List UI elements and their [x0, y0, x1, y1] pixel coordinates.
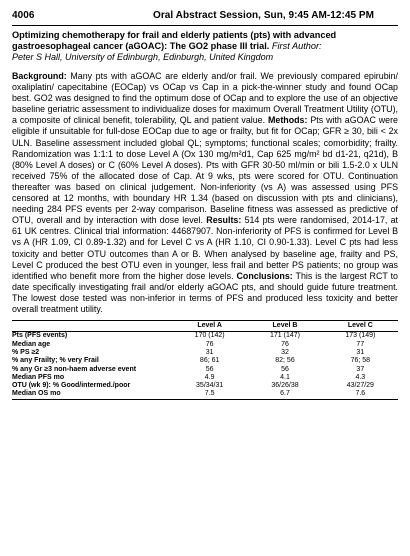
table-cell: 173 (149) [345, 332, 376, 340]
table-col-header: Level C [323, 321, 398, 332]
table-row-label: Median OS mo [12, 390, 172, 399]
abstract-number: 4006 [12, 10, 35, 21]
background-heading: Background: [12, 71, 67, 81]
table-col-header: Level B [247, 321, 322, 332]
table-row [12, 390, 398, 399]
table-cell: 7.5 [172, 390, 247, 399]
table-cell: 32 [281, 348, 289, 356]
conclusions-heading: Conclusions: [236, 270, 293, 281]
table-cell: 82; 56 [275, 357, 295, 365]
table-row [12, 349, 398, 357]
table-cell: 7.6 [323, 390, 398, 399]
table-header-row [12, 321, 398, 332]
table-cell: 31 [205, 348, 214, 356]
table-row [12, 332, 398, 341]
table-cell: 6.7 [247, 390, 322, 399]
table-cell: 37 [356, 365, 365, 373]
methods-text: Pts with aGOAC were eligible if unsuitable for full-dose EOCap due to age or frailty, but fit for OCap; GFR ≥ 30, bili < 2x ULN. Baseline assessment included global QL; symptoms; functional scales; comorbidity; frailty. Randomization was 1:1:1 to dose Level A (Ox 130 mg/m²d1, Cap 625 mg/m² bd d1-21, q21d), B (80% Level A doses) or C (60% Level A doses). Pts with GFR 30-50 ml/min or bili 1.5-2.0 x ULN received 75% of the allocated dose of Cap. At 9 wks, pts were scored for OTU. Continuation thereafter was based on clinical judgement. Non-inferiority (vs A) was assessed using PFS censored at 12 months, with boundary HR 1.34 (based on discussion with pts and clinicians), needing 284 PFS events per 2-way comparison. Baseline fitness was assessed as predictive of OTU, overall and by interaction with dose level. [12, 115, 398, 226]
conclusions-text: This is the largest RCT to date specifically investigating frail and/or elderly aGOAC pts, and should guide future treatment. The lowest dose tested was non-inferior in terms of PFS and produced less toxicity and better overall treatment utility. [12, 270, 398, 314]
table-cell: 86; 61 [199, 357, 220, 365]
page-header [12, 10, 398, 21]
methods-heading: Methods: [268, 115, 308, 126]
table-cell: 4.3 [355, 373, 366, 381]
table-cell: 4.1 [280, 373, 290, 381]
table-row [12, 357, 398, 365]
table-col-header [12, 321, 172, 332]
abstract-body [12, 71, 398, 315]
table-row [12, 341, 398, 349]
table-row [12, 382, 398, 390]
table-cell: 76 [205, 340, 214, 348]
table-cell: 35/34/31 [196, 382, 224, 390]
table-cell: 76; 58 [350, 357, 371, 365]
author-lead: First Author: [271, 41, 322, 51]
table-row-label: % any Gr ≥3 non-haem adverse event [12, 365, 137, 373]
author-line: Peter S Hall, University of Edinburgh, Edinburgh, United Kingdom [12, 52, 274, 62]
table-row [12, 374, 398, 382]
table-cell: 171 (147) [270, 332, 300, 340]
results-heading: Results: [206, 215, 242, 226]
table-cell: 36/26/38 [271, 382, 299, 390]
table-cell: 170 (142) [194, 332, 225, 340]
table-cell: 56 [281, 365, 289, 373]
abstract-title [12, 30, 398, 52]
results-table [12, 320, 398, 400]
table-cell: 4.9 [204, 373, 215, 381]
results-text: 514 pts were randomised, 2014-17, at 61 UK centres. Clinical trial information: 44687907. Non-inferiority of PFS is confirmed for Level B vs A (HR 1.09, CI 0.89-1.32) and for Level C vs A (HR 1.10, CI 0.90-1.33). Level C pts had less toxicity and better OTU outcomes than A or B. When analysed by baseline age, frailty and PS, Level C produced the best OTU even in younger, less frail and better PS patients; no group was identified who benefit more from the higher dose levels. [12, 215, 399, 281]
table-cell: 76 [281, 340, 289, 348]
table-cell: 77 [356, 340, 365, 348]
table-row-label: Median age [12, 340, 51, 348]
title-text: Optimizing chemotherapy for frail and elderly patients (pts) with advanced gastroesophageal cancer (aGOAC): The GO2 phase III trial. [12, 30, 337, 51]
header-rule [12, 25, 398, 26]
session-info: Oral Abstract Session, Sun, 9:45 AM-12:45 PM [153, 10, 374, 21]
table-col-header: Level A [172, 321, 247, 332]
table-cell: 43/27/29 [346, 382, 374, 390]
table-row-label: % PS ≥2 [12, 348, 40, 356]
table-cell: 56 [205, 365, 214, 373]
table-row [12, 366, 398, 374]
table-row-label: % any Frailty; % very Frail [12, 357, 99, 365]
table-cell: 31 [356, 348, 365, 356]
table-row-label: Median PFS mo [12, 373, 65, 381]
table-row-label: Pts (PFS events) [12, 332, 68, 340]
background-text: Many pts with aGOAC are elderly and/or frail. We previously compared epirubin/ oxaliplatin/ capecitabine (EOCap) vs OCap vs Cap in a pick-the-winner study and found OCap best. GO2 was designed to find the optimum dose of OCap and to explore the use of an objective baseline geriatric assessment to individualize doses for maximum Overall Treatment Utility (OTU), a composite of clinical benefit, tolerability, QL and patient value. [12, 71, 398, 126]
table-row-label: OTU (wk 9): % Good/intermed./poor [12, 382, 131, 390]
